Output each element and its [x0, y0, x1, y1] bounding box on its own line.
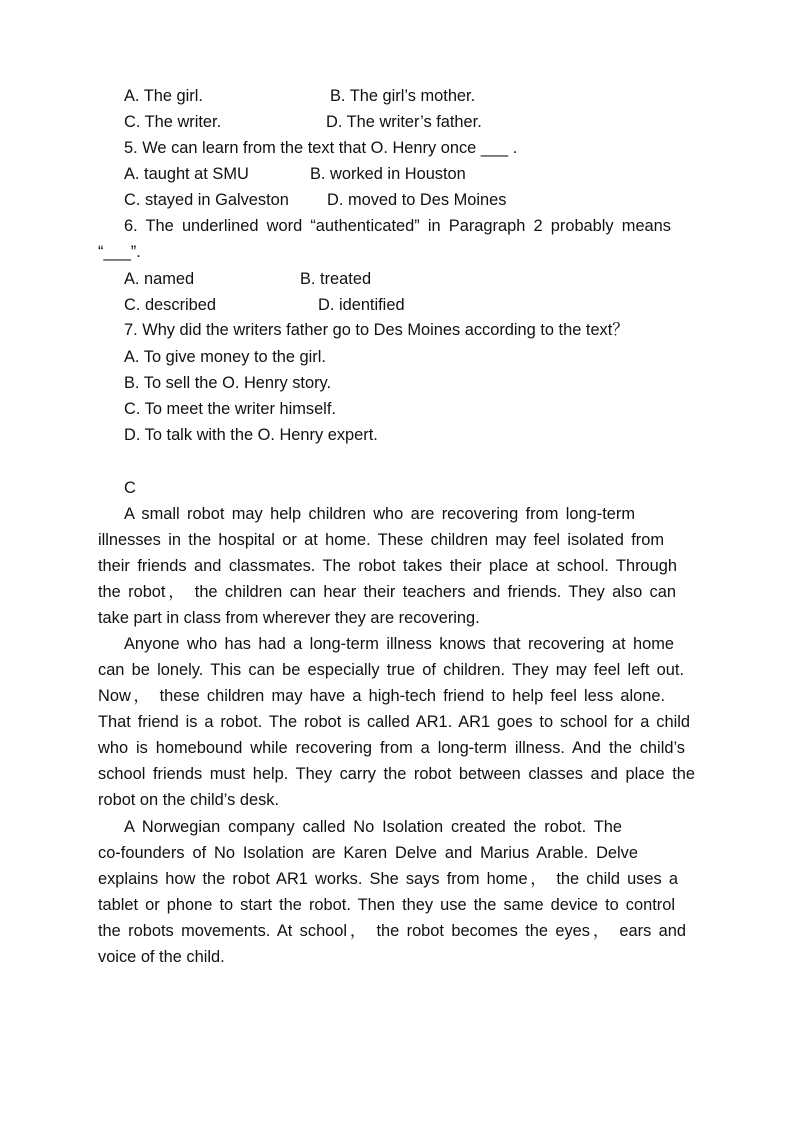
- q5-stem: 5. We can learn from the text that O. Henry once ___ .: [124, 139, 518, 157]
- q7-option-d: D. To talk with the O. Henry expert.: [124, 426, 378, 444]
- q5-option-a: A. taught at SMU: [124, 165, 249, 183]
- paragraph-3-line: co-founders of No Isolation are Karen Delve and Marius Arable. Delve: [98, 844, 638, 862]
- q7-option-c: C. To meet the writer himself.: [124, 400, 336, 418]
- paragraph-2-line: Now， these children may have a high-tech friend to help feel less alone.: [98, 687, 665, 705]
- paragraph-3-line: voice of the child.: [98, 948, 225, 966]
- q7-option-b: B. To sell the O. Henry story.: [124, 374, 332, 392]
- paragraph-1-line: illnesses in the hospital or at home. These children may feel isolated from: [98, 531, 664, 549]
- q4-option-c: C. The writer.: [124, 113, 222, 131]
- paragraph-2-line: Anyone who has had a long-term illness knows that recovering at home: [124, 635, 674, 653]
- paragraph-2-line: who is homebound while recovering from a long-term illness. And the child’s: [98, 739, 685, 757]
- q6-option-c: C. described: [124, 296, 217, 314]
- q7-stem: 7. Why did the writers father go to Des Moines according to the text？: [124, 321, 629, 339]
- paragraph-1-line: take part in class from wherever they are recovering.: [98, 609, 480, 627]
- q5-option-d: D. moved to Des Moines: [327, 191, 507, 209]
- q6-stem-continued: “___”.: [98, 243, 141, 261]
- q6-option-d: D. identified: [318, 296, 405, 314]
- paragraph-3-line: tablet or phone to start the robot. Then they use the same device to control: [98, 896, 675, 914]
- paragraph-1-line: their friends and classmates. The robot takes their place at school. Through: [98, 557, 677, 575]
- paragraph-3-line: A Norwegian company called No Isolation created the robot. The: [124, 818, 622, 836]
- q7-option-a: A. To give money to the girl.: [124, 348, 326, 366]
- q4-option-d: D. The writer’s father.: [326, 113, 482, 131]
- q4-option-a: A. The girl.: [124, 87, 203, 105]
- paragraph-2-line: robot on the child’s desk.: [98, 791, 280, 809]
- q4-option-b: B. The girl’s mother.: [330, 87, 476, 105]
- q6-stem: 6. The underlined word “authenticated” in Paragraph 2 probably means: [124, 217, 671, 235]
- paragraph-3-line: explains how the robot AR1 works. She says from home， the child uses a: [98, 870, 678, 888]
- paragraph-2-line: can be lonely. This can be especially true of children. They may feel left out.: [98, 661, 684, 679]
- paragraph-1-line: the robot， the children can hear their teachers and friends. They also can: [98, 583, 676, 601]
- q5-option-c: C. stayed in Galveston: [124, 191, 289, 209]
- paragraph-1-line: A small robot may help children who are recovering from long-term: [124, 505, 635, 523]
- q5-option-b: B. worked in Houston: [310, 165, 466, 183]
- paragraph-2-line: That friend is a robot. The robot is called AR1. AR1 goes to school for a child: [98, 713, 690, 731]
- paragraph-3-line: the robots movements. At school， the robot becomes the eyes， ears and: [98, 922, 686, 940]
- q6-option-b: B. treated: [300, 270, 372, 288]
- paragraph-2-line: school friends must help. They carry the robot between classes and place the: [98, 765, 695, 783]
- q6-option-a: A. named: [124, 270, 195, 288]
- passage-heading: C: [124, 479, 136, 497]
